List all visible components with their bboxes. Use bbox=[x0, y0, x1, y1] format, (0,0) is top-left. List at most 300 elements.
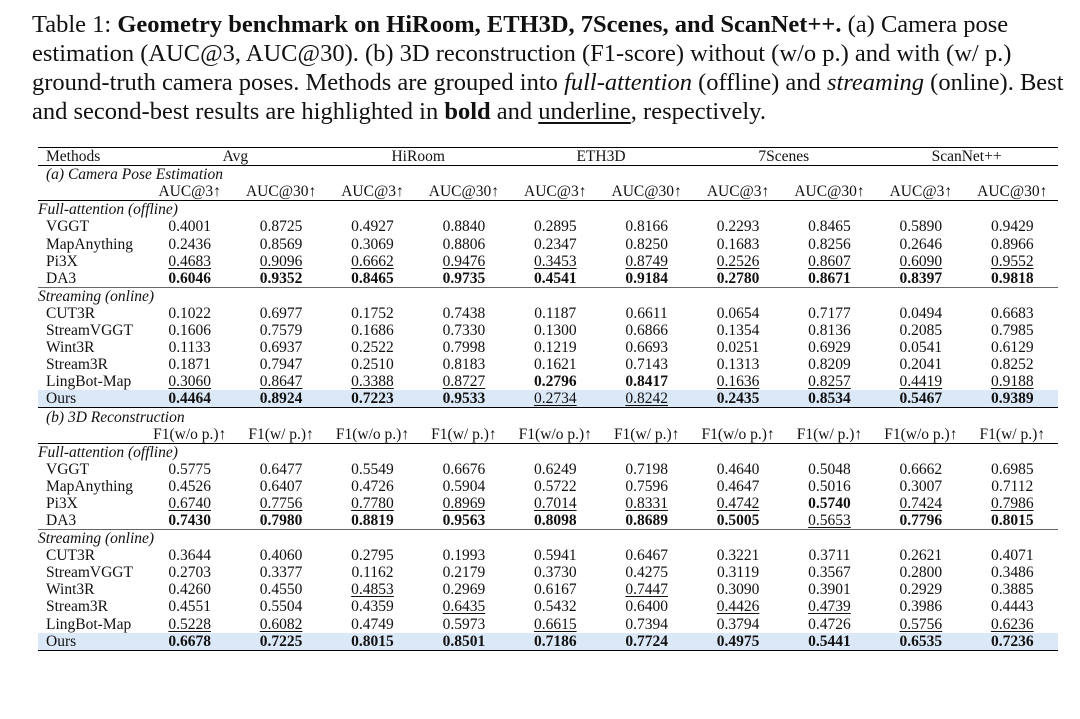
value-cell bbox=[510, 235, 601, 252]
section-title-row bbox=[38, 166, 1058, 184]
value-cell bbox=[875, 322, 966, 339]
value-cell bbox=[601, 616, 692, 633]
method-name: LingBot-Map bbox=[46, 373, 132, 391]
value-text: 0.8534 bbox=[808, 390, 851, 408]
value-text: 0.1300 bbox=[533, 321, 577, 339]
value-text: 0.4927 bbox=[351, 218, 394, 236]
value-cell bbox=[510, 564, 601, 581]
value-cell bbox=[235, 495, 326, 512]
value-cell bbox=[327, 547, 418, 564]
value-text: 0.2435 bbox=[716, 390, 760, 408]
value-cell bbox=[235, 235, 326, 252]
value-cell bbox=[692, 218, 783, 235]
value-text: 0.0541 bbox=[899, 339, 943, 357]
caption-full-attention: full-attention bbox=[564, 69, 692, 96]
value-text: 0.7236 bbox=[990, 632, 1034, 650]
value-text: 0.2929 bbox=[899, 581, 943, 599]
value-text: 0.3090 bbox=[716, 581, 760, 599]
value-cell bbox=[967, 356, 1058, 373]
value-text: 0.6090 bbox=[899, 252, 943, 270]
value-text: 0.6082 bbox=[259, 615, 303, 633]
value-cell bbox=[692, 305, 783, 322]
header-row bbox=[38, 148, 1058, 166]
value-cell bbox=[875, 253, 966, 270]
metric-header: F1(w/ p.)↑ bbox=[235, 426, 326, 444]
value-cell bbox=[510, 218, 601, 235]
value-text: 0.7424 bbox=[899, 494, 943, 512]
value-text: 0.6929 bbox=[808, 339, 851, 357]
subgroup-label: Streaming (online) bbox=[38, 287, 1058, 305]
value-text: 0.8569 bbox=[259, 235, 303, 253]
value-cell bbox=[692, 270, 783, 288]
value-text: 0.7724 bbox=[625, 632, 668, 650]
value-cell bbox=[784, 598, 875, 615]
value-cell bbox=[692, 581, 783, 598]
value-text: 0.3453 bbox=[533, 252, 577, 270]
table-row bbox=[38, 218, 1058, 235]
value-cell bbox=[692, 373, 783, 390]
value-cell bbox=[510, 598, 601, 615]
value-cell bbox=[418, 495, 509, 512]
value-text: 0.5228 bbox=[168, 615, 211, 633]
metric-header: F1(w/o p.)↑ bbox=[144, 426, 235, 444]
value-cell bbox=[784, 616, 875, 633]
value-cell bbox=[510, 322, 601, 339]
value-cell bbox=[510, 373, 601, 390]
value-cell bbox=[784, 253, 875, 270]
value-cell bbox=[875, 218, 966, 235]
value-text: 0.6407 bbox=[259, 477, 303, 495]
value-cell bbox=[784, 356, 875, 373]
benchmark-table bbox=[38, 147, 1058, 651]
value-cell bbox=[235, 270, 326, 288]
value-text: 0.1133 bbox=[168, 339, 211, 357]
value-cell bbox=[967, 581, 1058, 598]
value-cell bbox=[418, 218, 509, 235]
value-text: 0.8465 bbox=[808, 218, 851, 236]
value-cell bbox=[418, 322, 509, 339]
value-cell bbox=[692, 461, 783, 478]
value-text: 0.7430 bbox=[168, 512, 211, 530]
value-text: 0.9533 bbox=[442, 390, 486, 408]
value-text: 0.2526 bbox=[716, 252, 760, 270]
value-cell bbox=[144, 616, 235, 633]
value-text: 0.7330 bbox=[442, 321, 486, 339]
method-name: Wint3R bbox=[46, 581, 95, 599]
value-cell bbox=[784, 390, 875, 408]
value-cell bbox=[601, 478, 692, 495]
value-cell bbox=[601, 373, 692, 390]
value-text: 0.2293 bbox=[716, 218, 760, 236]
value-text: 0.8242 bbox=[625, 390, 668, 408]
table-row bbox=[38, 305, 1058, 322]
table-row bbox=[38, 512, 1058, 530]
value-text: 0.8749 bbox=[625, 252, 668, 270]
value-cell bbox=[875, 373, 966, 390]
value-cell bbox=[875, 547, 966, 564]
group-header-hiroom: HiRoom bbox=[327, 148, 510, 166]
value-cell bbox=[784, 305, 875, 322]
value-text: 0.6985 bbox=[990, 460, 1034, 478]
value-cell bbox=[327, 564, 418, 581]
value-cell bbox=[784, 218, 875, 235]
value-text: 0.1354 bbox=[716, 321, 760, 339]
value-cell bbox=[418, 478, 509, 495]
value-text: 0.7579 bbox=[259, 321, 303, 339]
value-text: 0.4443 bbox=[990, 598, 1034, 616]
method-name: VGGT bbox=[46, 460, 90, 478]
subgroup-row bbox=[38, 530, 1058, 548]
section-title: (a) Camera Pose Estimation bbox=[46, 166, 223, 184]
value-text: 0.3119 bbox=[717, 564, 760, 582]
value-text: 0.4541 bbox=[533, 269, 577, 287]
value-text: 0.1606 bbox=[168, 321, 211, 339]
value-cell bbox=[327, 373, 418, 390]
value-cell bbox=[510, 616, 601, 633]
value-text: 0.1022 bbox=[168, 304, 211, 322]
value-text: 0.8252 bbox=[990, 356, 1034, 374]
value-cell bbox=[510, 512, 601, 530]
value-text: 0.4975 bbox=[716, 632, 760, 650]
metric-header: F1(w/o p.)↑ bbox=[875, 426, 966, 444]
value-text: 0.4464 bbox=[168, 390, 211, 408]
method-name: MapAnything bbox=[46, 235, 133, 253]
value-cell bbox=[875, 235, 966, 252]
value-text: 0.3069 bbox=[351, 235, 394, 253]
value-cell bbox=[784, 512, 875, 530]
value-text: 0.9552 bbox=[990, 252, 1034, 270]
value-text: 0.7947 bbox=[259, 356, 303, 374]
value-cell bbox=[784, 270, 875, 288]
value-text: 0.7998 bbox=[442, 339, 486, 357]
value-text: 0.6129 bbox=[990, 339, 1034, 357]
value-text: 0.4550 bbox=[259, 581, 303, 599]
metric-header: AUC@30↑ bbox=[418, 183, 509, 201]
metric-header: F1(w/o p.)↑ bbox=[692, 426, 783, 444]
value-cell bbox=[327, 616, 418, 633]
value-text: 0.4359 bbox=[351, 598, 394, 616]
value-text: 0.9352 bbox=[259, 269, 303, 287]
value-text: 0.9389 bbox=[990, 390, 1034, 408]
value-cell bbox=[235, 598, 326, 615]
caption-text-4: and bbox=[490, 98, 539, 125]
value-text: 0.7756 bbox=[259, 494, 303, 512]
value-cell bbox=[418, 356, 509, 373]
caption-text-3: (online). Best and second-best results are highlighted in bbox=[32, 69, 1064, 125]
metric-header: AUC@30↑ bbox=[784, 183, 875, 201]
metric-header: F1(w/ p.)↑ bbox=[601, 426, 692, 444]
value-text: 0.9096 bbox=[259, 252, 303, 270]
value-cell bbox=[418, 270, 509, 288]
value-cell bbox=[967, 633, 1058, 651]
value-cell bbox=[967, 564, 1058, 581]
value-cell bbox=[418, 235, 509, 252]
value-text: 0.6676 bbox=[442, 460, 486, 478]
table-row bbox=[38, 495, 1058, 512]
value-cell bbox=[692, 512, 783, 530]
method-name: DA3 bbox=[46, 269, 77, 287]
value-text: 0.7980 bbox=[259, 512, 303, 530]
value-text: 0.8966 bbox=[990, 235, 1034, 253]
value-text: 0.4726 bbox=[351, 477, 394, 495]
value-text: 0.4853 bbox=[351, 581, 394, 599]
value-text: 0.7986 bbox=[990, 494, 1034, 512]
value-cell bbox=[144, 478, 235, 495]
value-text: 0.6866 bbox=[625, 321, 668, 339]
value-cell bbox=[967, 270, 1058, 288]
value-text: 0.0251 bbox=[716, 339, 760, 357]
value-text: 0.7225 bbox=[259, 632, 303, 650]
value-cell bbox=[418, 564, 509, 581]
value-cell bbox=[692, 322, 783, 339]
caption-text-1: (a) Camera pose estimation (AUC@3, AUC@30). (b) 3D reconstruction (F1-score) without (w/o p.) and with (w/ p.) ground-truth camera poses. Methods are grouped into bbox=[32, 11, 1012, 96]
value-text: 0.3885 bbox=[990, 581, 1034, 599]
value-text: 0.8257 bbox=[808, 373, 851, 391]
value-cell bbox=[967, 512, 1058, 530]
value-cell bbox=[510, 270, 601, 288]
value-cell bbox=[235, 633, 326, 651]
value-text: 0.8924 bbox=[259, 390, 303, 408]
value-cell bbox=[601, 270, 692, 288]
value-text: 0.4742 bbox=[716, 494, 760, 512]
value-text: 0.5016 bbox=[808, 477, 851, 495]
value-cell bbox=[692, 390, 783, 408]
methods-header: Methods bbox=[38, 148, 144, 166]
value-text: 0.2969 bbox=[442, 581, 486, 599]
value-text: 0.4739 bbox=[808, 598, 851, 616]
value-cell bbox=[418, 633, 509, 651]
method-name: Pi3X bbox=[46, 252, 78, 270]
value-cell bbox=[967, 547, 1058, 564]
value-cell bbox=[510, 547, 601, 564]
value-text: 0.1162 bbox=[351, 564, 394, 582]
value-cell bbox=[327, 598, 418, 615]
value-text: 0.5504 bbox=[259, 598, 303, 616]
value-cell bbox=[418, 616, 509, 633]
value-text: 0.4419 bbox=[899, 373, 943, 391]
value-cell bbox=[875, 305, 966, 322]
value-cell bbox=[875, 461, 966, 478]
value-cell bbox=[875, 495, 966, 512]
value-text: 0.2795 bbox=[351, 547, 394, 565]
metric-header: AUC@3↑ bbox=[510, 183, 601, 201]
value-text: 0.6662 bbox=[899, 460, 943, 478]
value-cell bbox=[875, 478, 966, 495]
group-header-scannet-: ScanNet++ bbox=[875, 148, 1058, 166]
value-text: 0.6249 bbox=[533, 460, 577, 478]
value-text: 0.8806 bbox=[442, 235, 486, 253]
value-text: 0.5441 bbox=[808, 632, 851, 650]
value-cell bbox=[144, 356, 235, 373]
value-text: 0.2522 bbox=[351, 339, 394, 357]
value-cell bbox=[510, 305, 601, 322]
value-cell bbox=[510, 356, 601, 373]
value-text: 0.1871 bbox=[168, 356, 211, 374]
metric-header: AUC@30↑ bbox=[967, 183, 1058, 201]
value-text: 0.4071 bbox=[990, 547, 1034, 565]
value-cell bbox=[967, 495, 1058, 512]
value-text: 0.8607 bbox=[808, 252, 851, 270]
value-text: 0.2800 bbox=[899, 564, 943, 582]
value-text: 0.9188 bbox=[990, 373, 1034, 391]
value-cell bbox=[601, 633, 692, 651]
value-cell bbox=[967, 253, 1058, 270]
metric-header: F1(w/ p.)↑ bbox=[784, 426, 875, 444]
method-name: Ours bbox=[38, 390, 144, 408]
value-text: 0.6435 bbox=[442, 598, 486, 616]
caption-text-5: , respectively. bbox=[630, 98, 766, 125]
table-row bbox=[38, 339, 1058, 356]
value-cell bbox=[327, 512, 418, 530]
value-cell bbox=[875, 633, 966, 651]
value-text: 0.5973 bbox=[442, 615, 486, 633]
value-cell bbox=[784, 495, 875, 512]
value-text: 0.2085 bbox=[899, 321, 943, 339]
value-text: 0.8209 bbox=[808, 356, 851, 374]
value-cell bbox=[601, 339, 692, 356]
value-cell bbox=[967, 390, 1058, 408]
value-text: 0.4749 bbox=[351, 615, 394, 633]
value-cell bbox=[875, 616, 966, 633]
value-cell bbox=[235, 461, 326, 478]
value-text: 0.6535 bbox=[899, 632, 943, 650]
table-row bbox=[38, 235, 1058, 252]
value-cell bbox=[235, 547, 326, 564]
value-text: 0.5941 bbox=[533, 547, 577, 565]
value-text: 0.2347 bbox=[533, 235, 577, 253]
value-cell bbox=[601, 356, 692, 373]
value-cell bbox=[510, 495, 601, 512]
metric-header: AUC@3↑ bbox=[875, 183, 966, 201]
value-cell bbox=[784, 322, 875, 339]
value-text: 0.5653 bbox=[808, 512, 851, 530]
metric-header: AUC@3↑ bbox=[692, 183, 783, 201]
metric-blank bbox=[38, 183, 144, 201]
metric-row bbox=[38, 426, 1058, 444]
subgroup-row bbox=[38, 287, 1058, 305]
value-cell bbox=[144, 512, 235, 530]
value-cell bbox=[784, 564, 875, 581]
value-cell bbox=[784, 633, 875, 651]
method-name: CUT3R bbox=[46, 547, 96, 565]
table-row bbox=[38, 581, 1058, 598]
value-cell bbox=[235, 616, 326, 633]
value-cell bbox=[418, 339, 509, 356]
value-text: 0.6236 bbox=[990, 615, 1034, 633]
value-text: 0.7223 bbox=[351, 390, 394, 408]
value-cell bbox=[967, 616, 1058, 633]
value-text: 0.5890 bbox=[899, 218, 943, 236]
metric-row bbox=[38, 183, 1058, 201]
value-text: 0.8501 bbox=[442, 632, 486, 650]
value-cell bbox=[510, 390, 601, 408]
value-text: 0.4640 bbox=[716, 460, 760, 478]
value-cell bbox=[418, 373, 509, 390]
value-text: 0.8256 bbox=[808, 235, 851, 253]
value-cell bbox=[510, 253, 601, 270]
table-row bbox=[38, 633, 1058, 651]
value-text: 0.1752 bbox=[351, 304, 394, 322]
value-text: 0.3711 bbox=[808, 547, 851, 565]
value-text: 0.8969 bbox=[442, 494, 486, 512]
value-cell bbox=[967, 305, 1058, 322]
value-text: 0.5048 bbox=[808, 460, 851, 478]
method-name: Wint3R bbox=[46, 339, 95, 357]
value-cell bbox=[327, 356, 418, 373]
section-title: (b) 3D Reconstruction bbox=[38, 408, 1058, 426]
value-text: 0.7177 bbox=[808, 304, 851, 322]
value-text: 0.8397 bbox=[899, 269, 943, 287]
value-text: 0.6662 bbox=[351, 252, 394, 270]
value-cell bbox=[967, 598, 1058, 615]
value-text: 0.3986 bbox=[899, 598, 943, 616]
value-text: 0.5722 bbox=[533, 477, 577, 495]
value-cell bbox=[601, 564, 692, 581]
table-row bbox=[38, 356, 1058, 373]
method-name: LingBot-Map bbox=[46, 615, 132, 633]
value-text: 0.8725 bbox=[259, 218, 303, 236]
value-cell bbox=[875, 512, 966, 530]
value-cell bbox=[144, 218, 235, 235]
value-text: 0.6615 bbox=[533, 615, 577, 633]
value-cell bbox=[144, 235, 235, 252]
value-text: 0.7186 bbox=[533, 632, 577, 650]
value-cell bbox=[235, 218, 326, 235]
method-name: MapAnything bbox=[46, 477, 133, 495]
value-cell bbox=[784, 581, 875, 598]
value-cell bbox=[601, 253, 692, 270]
value-cell bbox=[601, 322, 692, 339]
metric-header: F1(w/o p.)↑ bbox=[327, 426, 418, 444]
method-name: Ours bbox=[38, 633, 144, 651]
value-cell bbox=[144, 598, 235, 615]
value-cell bbox=[235, 253, 326, 270]
value-cell bbox=[235, 564, 326, 581]
value-cell bbox=[327, 495, 418, 512]
value-cell bbox=[601, 390, 692, 408]
value-cell bbox=[235, 305, 326, 322]
value-text: 0.1313 bbox=[716, 356, 760, 374]
value-text: 0.2041 bbox=[899, 356, 943, 374]
value-text: 0.3730 bbox=[533, 564, 577, 582]
value-cell bbox=[601, 235, 692, 252]
caption-underline-word: underline bbox=[538, 98, 631, 125]
value-cell bbox=[327, 235, 418, 252]
value-cell bbox=[327, 390, 418, 408]
value-cell bbox=[144, 633, 235, 651]
value-text: 0.5549 bbox=[351, 460, 394, 478]
metric-header: F1(w/ p.)↑ bbox=[967, 426, 1058, 444]
value-text: 0.2734 bbox=[533, 390, 577, 408]
metric-header: AUC@3↑ bbox=[327, 183, 418, 201]
method-name: DA3 bbox=[46, 512, 77, 530]
value-cell bbox=[692, 253, 783, 270]
value-cell bbox=[327, 305, 418, 322]
value-text: 0.9563 bbox=[442, 512, 486, 530]
value-text: 0.6467 bbox=[625, 547, 668, 565]
value-cell bbox=[235, 339, 326, 356]
value-text: 0.5432 bbox=[533, 598, 577, 616]
value-cell bbox=[327, 461, 418, 478]
value-text: 0.8250 bbox=[625, 235, 668, 253]
value-cell bbox=[967, 373, 1058, 390]
value-text: 0.6683 bbox=[990, 304, 1034, 322]
value-text: 0.3221 bbox=[716, 547, 760, 565]
value-text: 0.8417 bbox=[625, 373, 668, 391]
value-text: 0.8819 bbox=[351, 512, 394, 530]
value-cell bbox=[327, 339, 418, 356]
caption-bold-word: bold bbox=[444, 98, 491, 125]
